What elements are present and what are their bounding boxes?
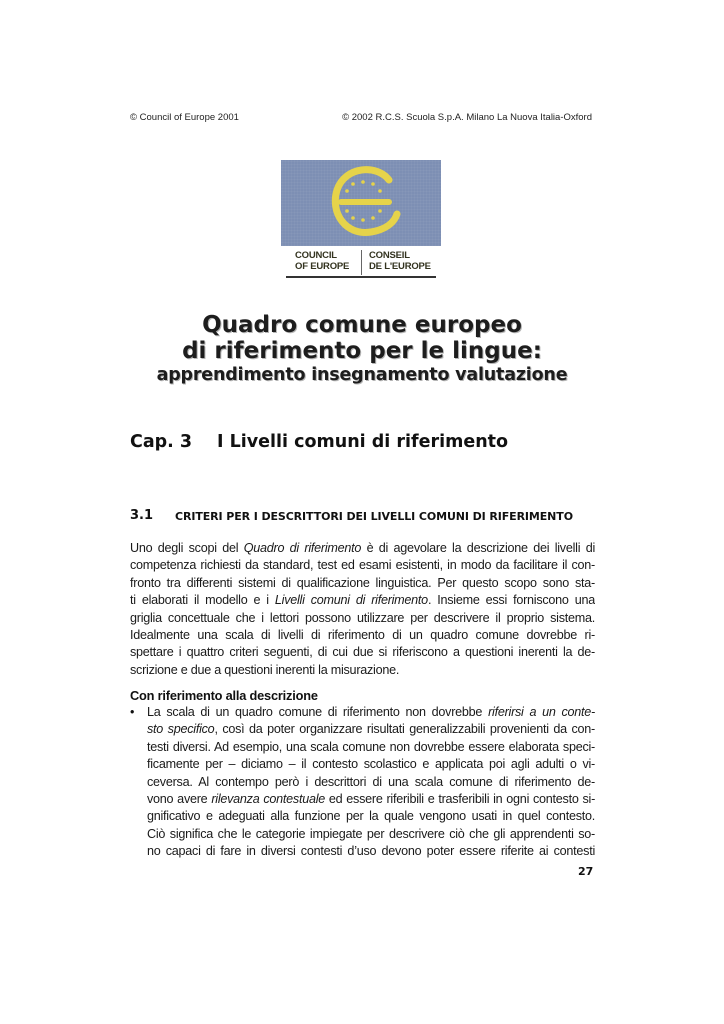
chapter-number: Cap. 3: [130, 432, 193, 452]
document-title-line2: di riferimento per le lingue:: [182, 338, 542, 364]
council-of-europe-logo: [281, 160, 441, 280]
header-right: © 2002 R.C.S. Scuola S.p.A. Milano La Nuova Italia-Oxford: [342, 112, 592, 123]
logo-underline: [286, 276, 436, 278]
body-paragraph-1: [130, 540, 595, 679]
logo-emblem-box: [281, 160, 441, 246]
paragraph-line: Ciò significa che le categorie impiegate per descrivere ciò che gli apprendenti so-: [147, 826, 595, 841]
logo-divider: [361, 250, 362, 275]
logo-fr-line1: CONSEIL: [369, 250, 410, 261]
chapter-title: I Livelli comuni di riferimento: [217, 432, 509, 452]
document-subtitle: apprendimento insegnamento valutazione: [156, 365, 568, 385]
section-title: CRITERI PER I DESCRITTORI DEI LIVELLI COMUNI DI RIFERIMENTO: [175, 510, 573, 523]
logo-emblem-icon: [281, 160, 441, 246]
bullet-marker: •: [130, 705, 135, 719]
paragraph-line: gnificativo e adeguati alla funzione per la quale vengono usati in quel contesto.: [147, 809, 595, 824]
paragraph-line: Idealmente una scala di livelli di riferimento di un quadro comune dovrebbe ri-: [130, 628, 595, 643]
paragraph-line: vono avere rilevanza contestuale ed essere riferibili e trasferibili in ogni contesto si-: [147, 792, 595, 807]
page-number: 27: [578, 865, 594, 878]
paragraph-line: sto specifico, così da poter organizzare risultati generalizzabili provenienti da con-: [147, 722, 595, 737]
paragraph-line: La scala di un quadro comune di riferimento non dovrebbe riferirsi a un conte-: [147, 705, 595, 719]
paragraph-line: scrizione e due a questioni inerenti la misurazione.: [130, 662, 400, 677]
paragraph-line: competenza richiesti da standard, test ed esami esistenti, in modo da facilitare il con-: [130, 558, 595, 573]
logo-text-french: [369, 250, 431, 272]
logo-en-line2: OF EUROPE: [295, 261, 350, 272]
header-left: © Council of Europe 2001: [130, 112, 239, 123]
paragraph-line: Uno degli scopi del Quadro di riferimento è di agevolare la descrizione dei livelli di: [130, 541, 595, 555]
paragraph-line: ti elaborati il modello e i Livelli comuni di riferimento. Insieme essi forniscono una: [130, 593, 595, 608]
paragraph-line: ceversa. Al contempo però i descrittori di una scala comune di riferimento de-: [147, 774, 595, 789]
logo-fr-line2: DE L'EUROPE: [369, 261, 431, 272]
document-title-line1: Quadro comune europeo: [202, 312, 522, 338]
paragraph-line: testi diversi. Ad esempio, una scala comune non dovrebbe essere elaborata speci-: [147, 739, 595, 754]
subheading: Con riferimento alla descrizione: [130, 688, 318, 703]
paragraph-line: spettare i quattro criteri seguenti, di cui due si riferiscono a questioni inerenti la de-: [130, 645, 595, 660]
bullet-paragraph: [147, 704, 595, 861]
paragraph-line: ficamente per – diciamo – il contesto scolastico e applicata poi agli adulti o vi-: [147, 757, 595, 772]
paragraph-line: fronto tra differenti sistemi di qualificazione linguistica. Per questo scopo sono sta-: [130, 575, 595, 590]
section-number: 3.1: [130, 508, 154, 523]
paragraph-line: griglia concettuale che i lettori possono utilizzare per descrivere il proprio sistema.: [130, 610, 595, 625]
paragraph-line: no capaci di fare in diversi contesti d’uso devono poter essere riferite ai contesti: [147, 844, 595, 859]
logo-en-line1: COUNCIL: [295, 250, 337, 261]
logo-text-english: [295, 250, 349, 272]
